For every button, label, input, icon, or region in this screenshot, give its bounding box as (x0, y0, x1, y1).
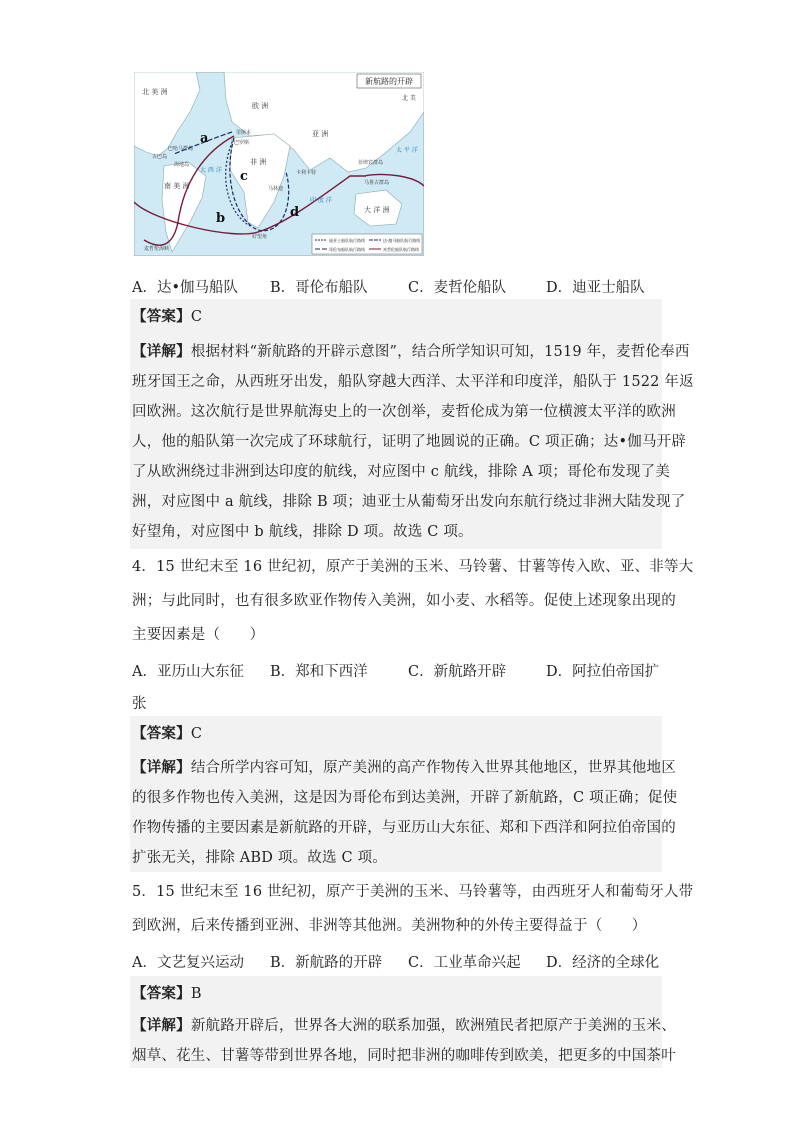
q4-option-b: B．郑和下西洋 (270, 664, 368, 680)
q3-detail-tag: 【详解】 (132, 343, 191, 360)
q3-answer: C (190, 309, 203, 325)
q5-options (132, 951, 659, 972)
label-magellan-strait: 麦哲伦海峡 (144, 246, 170, 252)
route-letter-a: a (200, 131, 209, 146)
q5-detail-text-1: 新航路开辟后，世界各大洲的联系加强，欧洲殖民者把原产于美洲的玉米、 (190, 1018, 676, 1034)
q4-option-c: C．新航路开辟 (408, 664, 507, 680)
q4-stem-line-2: 洲；与此同时，也有很多欧亚作物传入美洲，如小麦、水稻等。促使上述现象出现的 (132, 593, 676, 609)
q5-answer: B (190, 986, 202, 1002)
label-atlantic: 大 西 洋 (200, 167, 222, 174)
label-north-america: 北 美 洲 (142, 88, 168, 96)
q3-answer-line (132, 305, 202, 326)
q3-detail-line-6: 洲，对应图中 a 航线，排除 B 项；迪亚士从葡萄牙出发向东航行绕过非洲大陆发现了 (132, 494, 686, 510)
q3-detail-line-2: 班牙国王之命，从西班牙出发，船队穿越大西洋、太平洋和印度洋，船队于 1522 年返 (132, 374, 694, 390)
label-lisbon: 里斯本 (236, 130, 252, 136)
q3-option-b: B．哥伦布船队 (270, 280, 368, 296)
q3-detail-text-1: 根据材料“新航路的开辟示意图”，结合所学知识可知，1519 年，麦哲伦奉西 (190, 344, 690, 360)
q4-answer-line (132, 722, 202, 743)
label-oceania: 大 洋 洲 (364, 206, 390, 214)
q5-detail-tag: 【详解】 (132, 1017, 191, 1034)
q3-option-a: A．达•伽马船队 (132, 280, 239, 296)
q4-answer: C (190, 726, 203, 742)
label-moluccas: 马鲁古群岛 (364, 180, 390, 186)
legend-dias: 迪亚士船队航行路线 (329, 238, 365, 243)
q4-detail-line-2: 的很多作物也传入美洲，这是因为哥伦布到达美洲，开辟了新航路，C 项正确；促使 (132, 790, 678, 806)
q4-option-d: D．阿拉伯帝国扩 (546, 664, 660, 680)
q3-option-c: C．麦哲伦船队 (408, 280, 507, 296)
q4-stem-line-3: 主要因素是（ ） (132, 627, 265, 643)
label-indian: 印 度 洋 (310, 197, 332, 204)
q5-option-c: C．工业革命兴起 (408, 955, 521, 971)
q3-option-d: D．迪亚士船队 (546, 280, 645, 296)
q3-answer-tag: 【答案】 (132, 308, 191, 325)
q5-stem-line-1: 5．15 世纪末至 16 世纪初，原产于美洲的玉米、马铃薯等，由西班牙人和葡萄牙人带 (132, 884, 694, 900)
q3-options (132, 276, 645, 297)
label-cuba: 古巴岛 (152, 154, 168, 160)
q5-detail-line-2: 烟草、花生、甘薯等带到世界各地，同时把非洲的咖啡传到欧美，把更多的中国茶叶 (132, 1048, 676, 1064)
q3-detail-line-1 (132, 340, 690, 361)
label-north-america-right: 北 美 (402, 95, 416, 102)
label-asia: 亚 洲 (312, 130, 329, 138)
q4-options (132, 660, 659, 681)
q4-detail-tag: 【详解】 (132, 759, 191, 776)
q4-detail-line-1 (132, 756, 676, 777)
q3-detail-line-4: 人，他的船队第一次完成了环球航行，证明了地圆说的正确。C 项正确；达•伽马开辟 (132, 434, 687, 450)
label-philippines: 菲律宾群岛 (358, 160, 384, 166)
label-calicut: 卡利卡特 (296, 170, 317, 176)
q3-detail-line-5: 了从欧洲绕过非洲到达印度的航线，对应图中 c 航线，排除 A 项；哥伦布发现了美 (132, 464, 671, 480)
q5-answer-tag: 【答案】 (132, 985, 191, 1002)
map-title: 新航路的开辟 (365, 77, 413, 86)
route-letter-c: c (240, 169, 248, 184)
q3-detail-line-7: 好望角，对应图中 b 航线，排除 D 项。故选 C 项。 (132, 524, 473, 540)
label-europe: 欧 洲 (252, 102, 269, 110)
q4-stem-line-1: 4．15 世纪末至 16 世纪初，原产于美洲的玉米、马铃薯、甘薯等传入欧、亚、非等大 (132, 559, 694, 575)
q4-answer-tag: 【答案】 (132, 725, 191, 742)
label-malindi: 马林迪 (268, 186, 284, 192)
q4-detail-text-1: 结合所学内容可知，原产美洲的高产作物传入世界其他地区，世界其他地区 (190, 760, 676, 776)
q4-option-a: A．亚历山大东征 (132, 664, 244, 680)
label-bahamas: 巴哈马群岛 (168, 146, 194, 152)
label-pacific: 太 平 洋 (396, 147, 418, 154)
label-palos: 巴罗斯 (234, 140, 250, 146)
label-good-hope: 好望角 (252, 234, 268, 240)
label-africa: 非 洲 (250, 158, 267, 166)
q5-answer-line (132, 982, 202, 1003)
legend-magellan: 麦哲伦船队航行路线 (383, 247, 419, 252)
q5-stem-line-2: 到欧洲，后来传播到亚洲、非洲等其他洲。美洲物种的外传主要得益于（ ） (132, 918, 647, 934)
route-letter-d: d (290, 205, 300, 220)
q5-option-b: B．新航路的开辟 (270, 955, 383, 971)
legend-gama: 达·伽马船队航行路线 (383, 238, 421, 243)
q4-detail-line-4: 扩张无关，排除 ABD 项。故选 C 项。 (132, 850, 387, 866)
q4-option-wrap: 张 (132, 696, 147, 712)
q5-option-d: D．经济的全球化 (546, 955, 660, 971)
label-haiti: 海地岛 (174, 162, 190, 168)
q4-detail-line-3: 作物传播的主要因素是新航路的开辟，与亚历山大东征、郑和下西洋和阿拉伯帝国的 (132, 820, 676, 836)
legend-columbus: 哥伦布船队航行路线 (329, 247, 365, 252)
q3-detail-line-3: 回欧洲。这次航行是世界航海史上的一次创举，麦哲伦成为第一位横渡太平洋的欧洲 (132, 404, 676, 420)
q3-answer-background (130, 299, 662, 549)
route-letter-b: b (216, 211, 226, 226)
label-south-america: 南 美 洲 (164, 182, 190, 190)
new-routes-map (134, 72, 424, 256)
q5-detail-line-1 (132, 1014, 676, 1035)
q5-option-a: A．文艺复兴运动 (132, 955, 244, 971)
